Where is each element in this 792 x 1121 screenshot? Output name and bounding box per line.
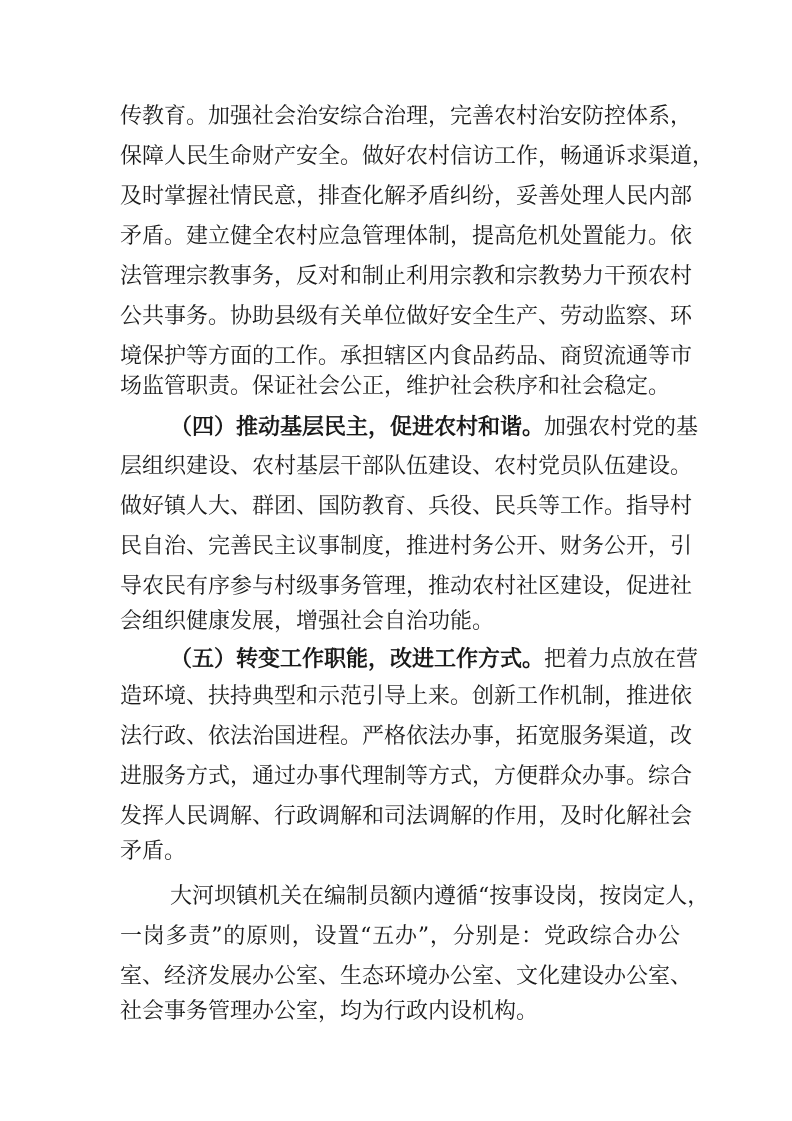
section-five-first-rest: 把着力点放在营 [544,647,699,672]
paragraph-line: 做好镇人大、群团、国防教育、兵役、民兵等工作。指导村 [120,494,693,519]
paragraph-line: 导农民有序参与村级事务管理，推动农村社区建设，促进社 [120,574,693,599]
paragraph-line: 层组织建设、农村基层干部队伍建设、农村党员队伍建设。 [120,454,693,479]
paragraph-line: 矛盾。 [120,839,187,864]
paragraph-line: 发挥人民调解、行政调解和司法调解的作用，及时化解社会 [120,804,693,829]
paragraph-line: 民自治、完善民主议事制度，推进村务公开、财务公开，引 [120,534,693,559]
paragraph-line: 法管理宗教事务，反对和制止利用宗教和宗教势力干预农村 [120,264,693,289]
paragraph-line: 保障人民生命财产安全。做好农村信访工作，畅通诉求渠道， [120,144,715,169]
section-four-first-line [170,410,699,444]
paragraph-line: 会组织健康发展，增强社会自治功能。 [120,609,495,634]
paragraph-line: 进服务方式，通过办事代理制等方式，方便群众办事。综合 [120,764,693,789]
paragraph-line: 矛盾。建立健全农村应急管理体制，提高危机处置能力。依 [120,224,693,249]
paragraph-line: 一岗多责”的原则，设置“五办”，分别是：党政综合办公 [120,924,680,949]
section-five-first-line [170,642,699,676]
paragraph-line: 传教育。加强社会治安综合治理，完善农村治安防控体系， [120,104,693,129]
section-five-heading: （五）转变工作职能，改进工作方式。 [170,646,545,672]
paragraph-line: 及时掌握社情民意，排查化解矛盾纠纷，妥善处理人民内部 [120,184,693,209]
paragraph-line: 场监管职责。保证社会公正，维护社会秩序和社会稳定。 [120,374,671,399]
closing-first-line: 大河坝镇机关在编制员额内遵循“按事设岗，按岗定人， [170,884,710,909]
paragraph-line: 公共事务。协助县级有关单位做好安全生产、劳动监察、环 [120,304,693,329]
section-four-heading: （四）推动基层民主，促进农村和谐。 [170,414,545,440]
paragraph-line: 室、经济发展办公室、生态环境办公室、文化建设办公室、 [120,964,693,989]
paragraph-line: 社会事务管理办公室，均为行政内设机构。 [120,999,539,1024]
section-four-first-rest: 加强农村党的基 [544,415,699,440]
paragraph-line: 造环境、扶持典型和示范引导上来。创新工作机制，推进依 [120,684,693,709]
paragraph-line: 法行政、依法治国进程。严格依法办事，拓宽服务渠道，改 [120,724,693,749]
paragraph-line: 境保护等方面的工作。承担辖区内食品药品、商贸流通等市 [120,344,693,369]
